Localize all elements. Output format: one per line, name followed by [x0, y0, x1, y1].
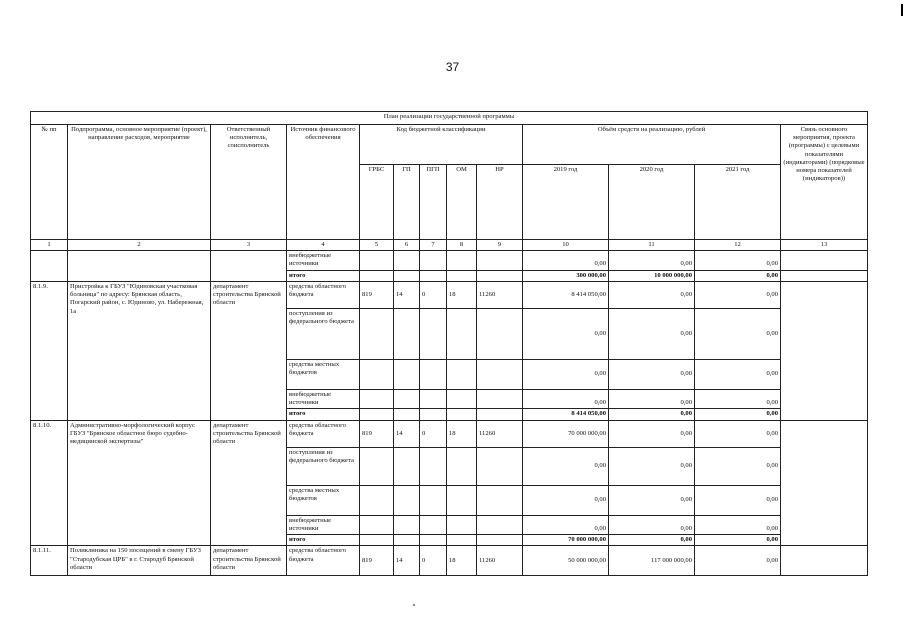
header-2019: 2019 год: [523, 165, 609, 240]
total-cell: 70 000 000,00: [523, 535, 609, 546]
source-total: итого: [287, 409, 360, 420]
corner-mark: [901, 4, 903, 16]
code-nr: 11260: [477, 281, 523, 308]
amount-cell: 0,00: [695, 447, 781, 485]
column-number: 1: [31, 240, 68, 251]
column-number: 7: [420, 240, 447, 251]
header-pgp: ПГП: [420, 165, 447, 240]
item-number: 8.1.10.: [31, 420, 68, 546]
item-executor: департамент строительства Брянской области: [211, 281, 287, 420]
table-title: План реализации государственной программы: [31, 112, 868, 125]
item-executor: департамент строительства Брянской области: [211, 420, 287, 546]
source-extra: внебюджетные источники: [287, 389, 360, 408]
amount-cell: 0,00: [695, 389, 781, 408]
header-gp: ГП: [394, 165, 420, 240]
header-nr: НР: [477, 165, 523, 240]
amount-cell: 0,00: [523, 389, 609, 408]
column-number: 10: [523, 240, 609, 251]
item-name: Пристройка к ГБУЗ "Юдиновская участковая больница" по адресу: Брянская область, Погарский район, с. Юдиново, ул. Набережная, 1а: [68, 281, 211, 420]
amount-cell: 0,00: [609, 485, 695, 515]
code-pgp: 0: [420, 546, 447, 576]
amount-cell: 117 000 000,00: [609, 546, 695, 576]
amount-cell: 0,00: [523, 308, 609, 359]
amount-cell: 0,00: [523, 485, 609, 515]
header-program: Подпрограмма, основное мероприятие (проект), направление расходов, мероприятие: [68, 125, 211, 240]
header-budget-code: Код бюджетной классификации: [360, 125, 523, 165]
source-extra: внебюджетные источники: [287, 515, 360, 534]
amount-cell: 0,00: [695, 281, 781, 308]
amount-cell: 0,00: [695, 546, 781, 576]
column-number: 6: [394, 240, 420, 251]
total-cell: 0,00: [695, 270, 781, 281]
header-2021: 2021 год: [695, 165, 781, 240]
code-pgp: 0: [420, 420, 447, 447]
source-total: итого: [287, 535, 360, 546]
column-number: 11: [609, 240, 695, 251]
amount-cell: 0,00: [609, 515, 695, 534]
amount-cell: 0,00: [609, 420, 695, 447]
total-cell: 0,00: [609, 535, 695, 546]
column-number: 9: [477, 240, 523, 251]
amount-cell: 0,00: [695, 515, 781, 534]
column-number: 4: [287, 240, 360, 251]
amount-cell: 0,00: [609, 308, 695, 359]
code-pgp: 0: [420, 281, 447, 308]
amount-cell: 0,00: [609, 251, 695, 270]
source-local: средства местных бюджетов: [287, 359, 360, 389]
amount-cell: 0,00: [609, 447, 695, 485]
code-om: 18: [447, 420, 477, 447]
amount-cell: 0,00: [609, 359, 695, 389]
amount-cell: 0,00: [609, 281, 695, 308]
header-2020: 2020 год: [609, 165, 695, 240]
column-number: 5: [360, 240, 394, 251]
item-number: 8.1.11.: [31, 546, 68, 576]
amount-cell: 0,00: [695, 485, 781, 515]
code-grbs: 819: [360, 420, 394, 447]
source-regional: средства областного бюджета: [287, 420, 360, 447]
source-total: итого: [287, 270, 360, 281]
header-grbs: ГРБС: [360, 165, 394, 240]
item-name: Поликлиника на 150 посещений в смену ГБУЗ "Стародубская ЦРБ" в г. Стародуб Брянской области: [68, 546, 211, 576]
column-number: 12: [695, 240, 781, 251]
source-regional: средства областного бюджета: [287, 546, 360, 576]
amount-cell: 0,00: [609, 389, 695, 408]
amount-cell: 0,00: [695, 359, 781, 389]
column-number: 8: [447, 240, 477, 251]
column-number: 3: [211, 240, 287, 251]
column-number: 13: [781, 240, 868, 251]
amount-cell: 0,00: [523, 359, 609, 389]
code-om: 18: [447, 546, 477, 576]
total-cell: 300 000,00: [523, 270, 609, 281]
header-link: Связь основного мероприятия, проекта (программы) с целевыми показателями (индикаторами) (порядковые номера показателей (индикаторов)): [781, 125, 868, 240]
amount-cell: 0,00: [695, 251, 781, 270]
source-extra: внебюджетные источники: [287, 251, 360, 270]
amount-cell: 8 414 050,00: [523, 281, 609, 308]
program-plan-table: [30, 111, 868, 576]
scan-dot: [413, 604, 415, 606]
code-gp: 14: [394, 281, 420, 308]
code-grbs: 819: [360, 546, 394, 576]
page-number: 37: [445, 60, 460, 74]
amount-cell: 70 000 000,00: [523, 420, 609, 447]
code-grbs: 819: [360, 281, 394, 308]
amount-cell: 0,00: [523, 251, 609, 270]
total-cell: 0,00: [609, 409, 695, 420]
total-cell: 8 414 050,00: [523, 409, 609, 420]
source-local: средства местных бюджетов: [287, 485, 360, 515]
header-amount: Объём средств на реализацию, рублей: [523, 125, 781, 165]
item-executor: департамент строительства Брянской области: [211, 546, 287, 576]
header-om: ОМ: [447, 165, 477, 240]
amount-cell: 50 000 000,00: [523, 546, 609, 576]
source-regional: средства областного бюджета: [287, 281, 360, 308]
amount-cell: 0,00: [523, 447, 609, 485]
header-executor: Ответственный исполнитель, соисполнитель: [211, 125, 287, 240]
item-name: Административно-морфологический корпус ГБУЗ "Брянское областное бюро судебно-медицинской экспертизы": [68, 420, 211, 546]
total-cell: 10 000 000,00: [609, 270, 695, 281]
amount-cell: 0,00: [695, 308, 781, 359]
source-federal: поступления из федерального бюджета: [287, 308, 360, 359]
code-nr: 11260: [477, 546, 523, 576]
code-om: 18: [447, 281, 477, 308]
column-number: 2: [68, 240, 211, 251]
header-source: Источник финансового обеспечения: [287, 125, 360, 240]
code-nr: 11260: [477, 420, 523, 447]
total-cell: 0,00: [695, 409, 781, 420]
amount-cell: 0,00: [523, 515, 609, 534]
item-number: 8.1.9.: [31, 281, 68, 420]
source-federal: поступления из федерального бюджета: [287, 447, 360, 485]
header-num: № пп: [31, 125, 68, 240]
code-gp: 14: [394, 420, 420, 447]
total-cell: 0,00: [695, 535, 781, 546]
code-gp: 14: [394, 546, 420, 576]
amount-cell: 0,00: [695, 420, 781, 447]
